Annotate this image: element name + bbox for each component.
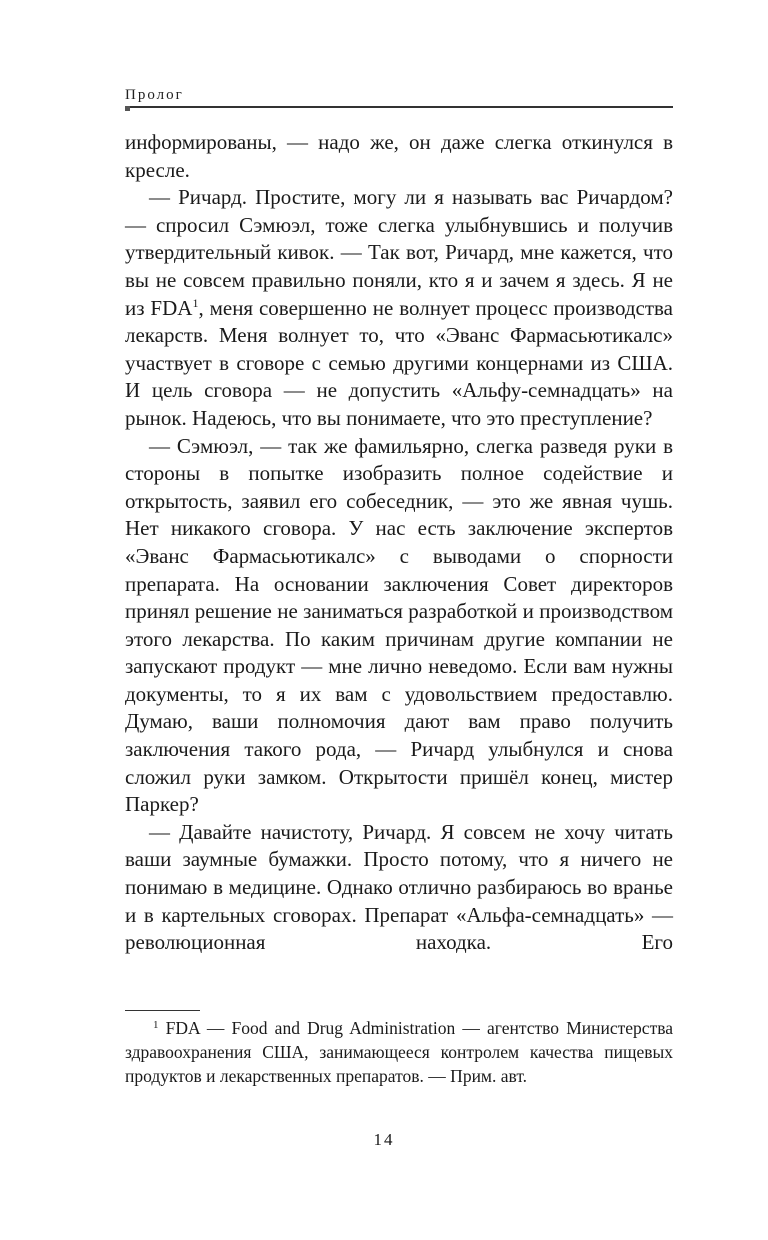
main-text bbox=[125, 129, 673, 957]
paragraph: — Сэмюэл, — так же фамильярно, слегка разведя руки в стороны в попытке изобразить полное содействие и открытость, заявил его собеседник, — это же явная чушь. Нет никакого сговора. У нас есть заключение экспертов «Эванс Фармасьютикалс» с выводами о спорности препарата. На основании заключения Совет директоров принял решение не заниматься разработкой и производством этого лекарства. По каким причинам другие компании не запускают продукт — мне лично неведомо. Если вам нужны документы, то я их вам с удовольствием предоставлю. Думаю, ваши полномочия дают вам право получить заключения такого рода, — Ричард улыбнулся и снова сложил руки замком. Открытости пришёл конец, мистер Паркер? bbox=[125, 433, 673, 817]
footnote-number: 1 bbox=[153, 1019, 159, 1031]
paragraph-text: , меня совершенно не волнует процесс производства лекарств. Меня волнует то, что «Эванс Фармасьютикалс» участвует в сговоре с семью другими концернами из США. И цель сговора — не допустить «Альфу-семнадцать» на рынок. Надеюсь, что вы понимаете, что это преступление? bbox=[125, 295, 673, 430]
paragraph: информированы, — надо же, он даже слегка откинулся в кресле. bbox=[125, 130, 673, 182]
paragraph: — Давайте начистоту, Ричард. Я совсем не хочу читать ваши заумные бумажки. Просто потому, что я ничего не понимаю в медицине. Однако отлично разбираюсь во вранье и в картельных сговорах. Препарат «Альфа-семнадцать» — революционная находка. Его bbox=[125, 819, 673, 955]
paragraph-text: — Ричард. Простите, могу ли я называть вас Ричардом? — спросил Сэмюэл, тоже слегка улыбнувшись и получив утвердительный кивок. — Так вот, Ричард, мне кажется, что вы не совсем правильно поняли, кто я и зачем я здесь. Я не из FDA bbox=[125, 185, 673, 320]
chapter-title: Пролог bbox=[125, 87, 184, 103]
footnote-reference: 1 bbox=[192, 295, 199, 310]
running-header bbox=[125, 86, 673, 104]
header-rule bbox=[125, 106, 673, 108]
header-rule-mark bbox=[125, 106, 130, 111]
paragraph bbox=[125, 184, 673, 432]
footnote-text: FDA — Food and Drug Administration — агентство Министерства здравоохранения США, занимающееся контролем качества пищевых продуктов и лекарственных препаратов. — Прим. авт. bbox=[125, 1018, 674, 1086]
footnote-separator bbox=[125, 1010, 200, 1011]
page-number: 14 bbox=[373, 1130, 395, 1149]
footnote bbox=[125, 1016, 673, 1088]
